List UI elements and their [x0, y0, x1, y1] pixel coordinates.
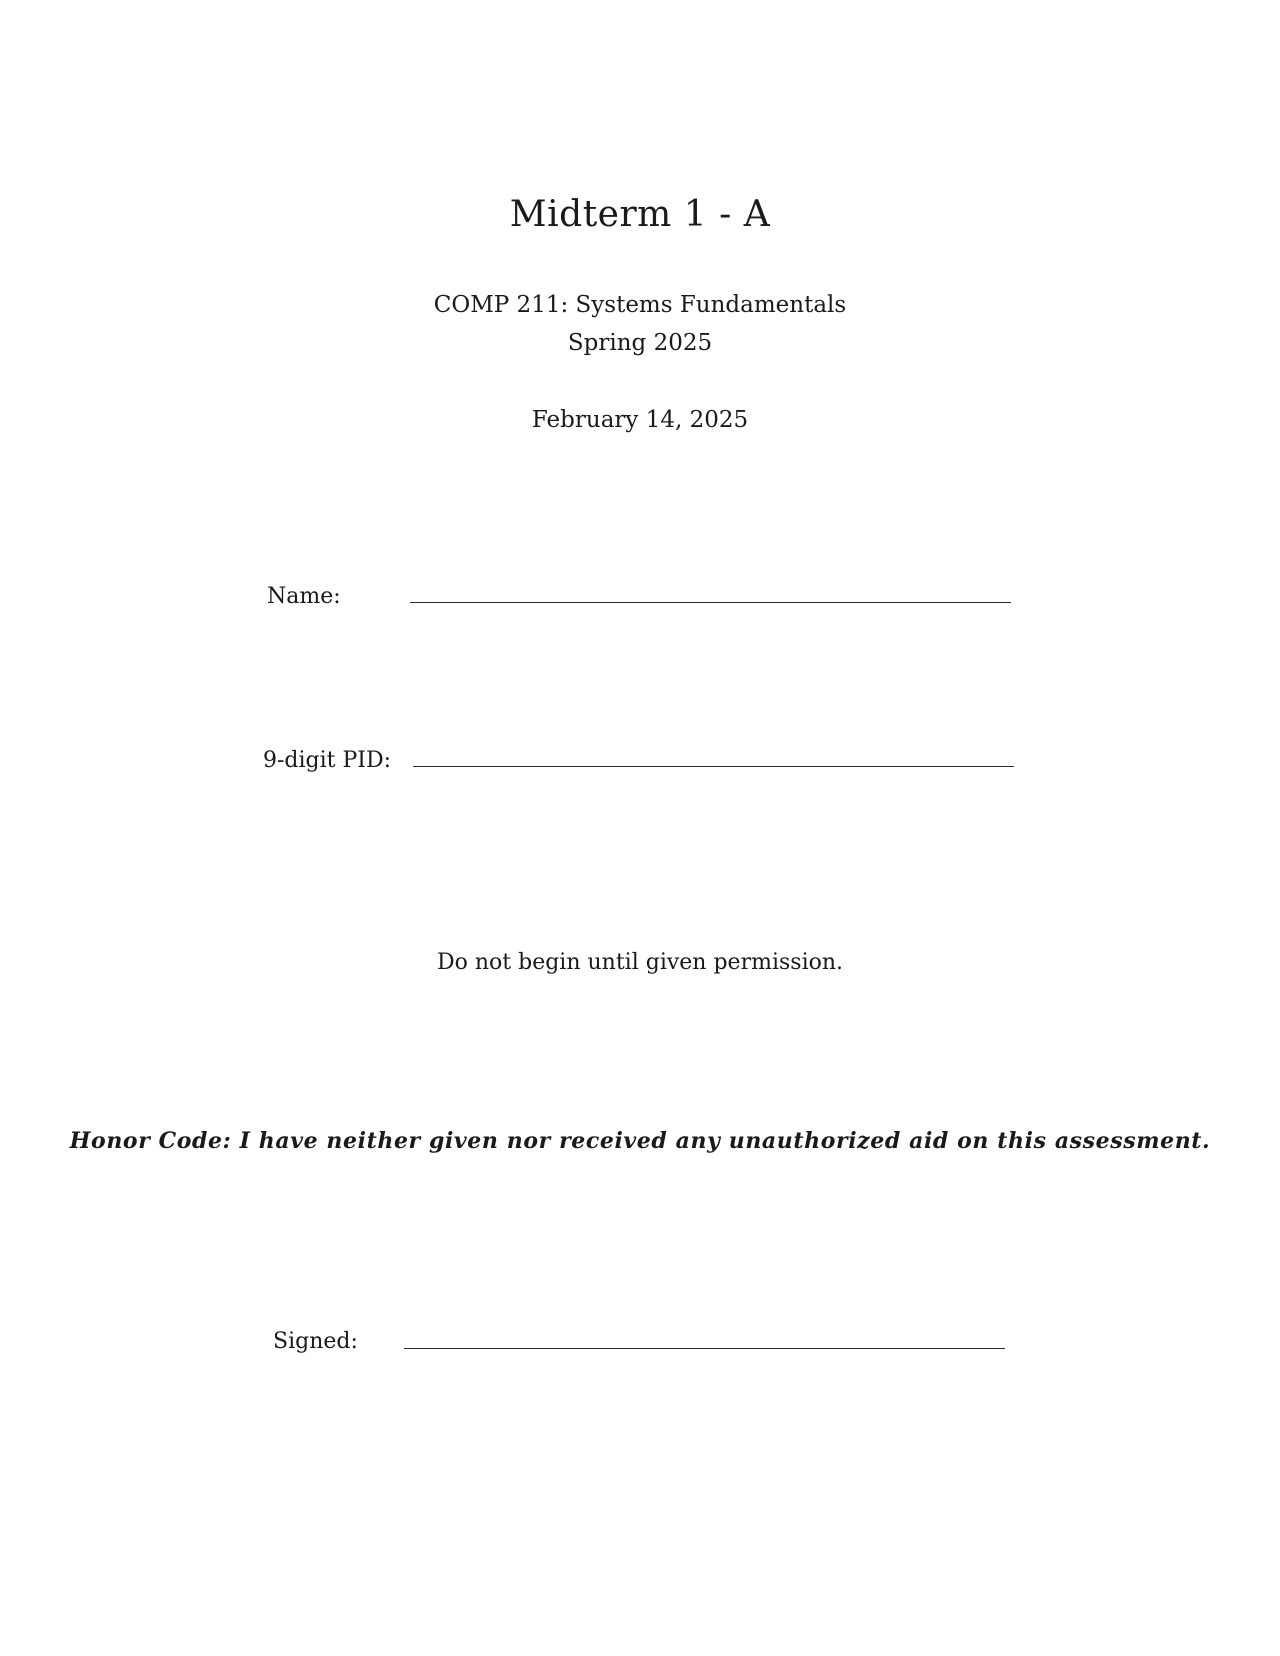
- signed-label: Signed:: [273, 1329, 358, 1354]
- honor-code-statement: Honor Code: I have neither given nor received any unauthorized aid on this assessment.: [69, 1128, 1211, 1154]
- course-name: COMP 211: Systems Fundamentals: [433, 292, 847, 318]
- name-label: Name:: [267, 584, 341, 609]
- course-term: Spring 2025: [567, 330, 713, 356]
- exam-date: February 14, 2025: [531, 407, 749, 433]
- pid-field-line[interactable]: [413, 766, 1014, 767]
- name-field-line[interactable]: [410, 602, 1011, 603]
- pid-label: 9-digit PID:: [263, 748, 392, 773]
- exam-title: Midterm 1 - A: [509, 194, 771, 235]
- instruction-text: Do not begin until given permission.: [436, 950, 844, 975]
- signature-field-line[interactable]: [404, 1348, 1005, 1349]
